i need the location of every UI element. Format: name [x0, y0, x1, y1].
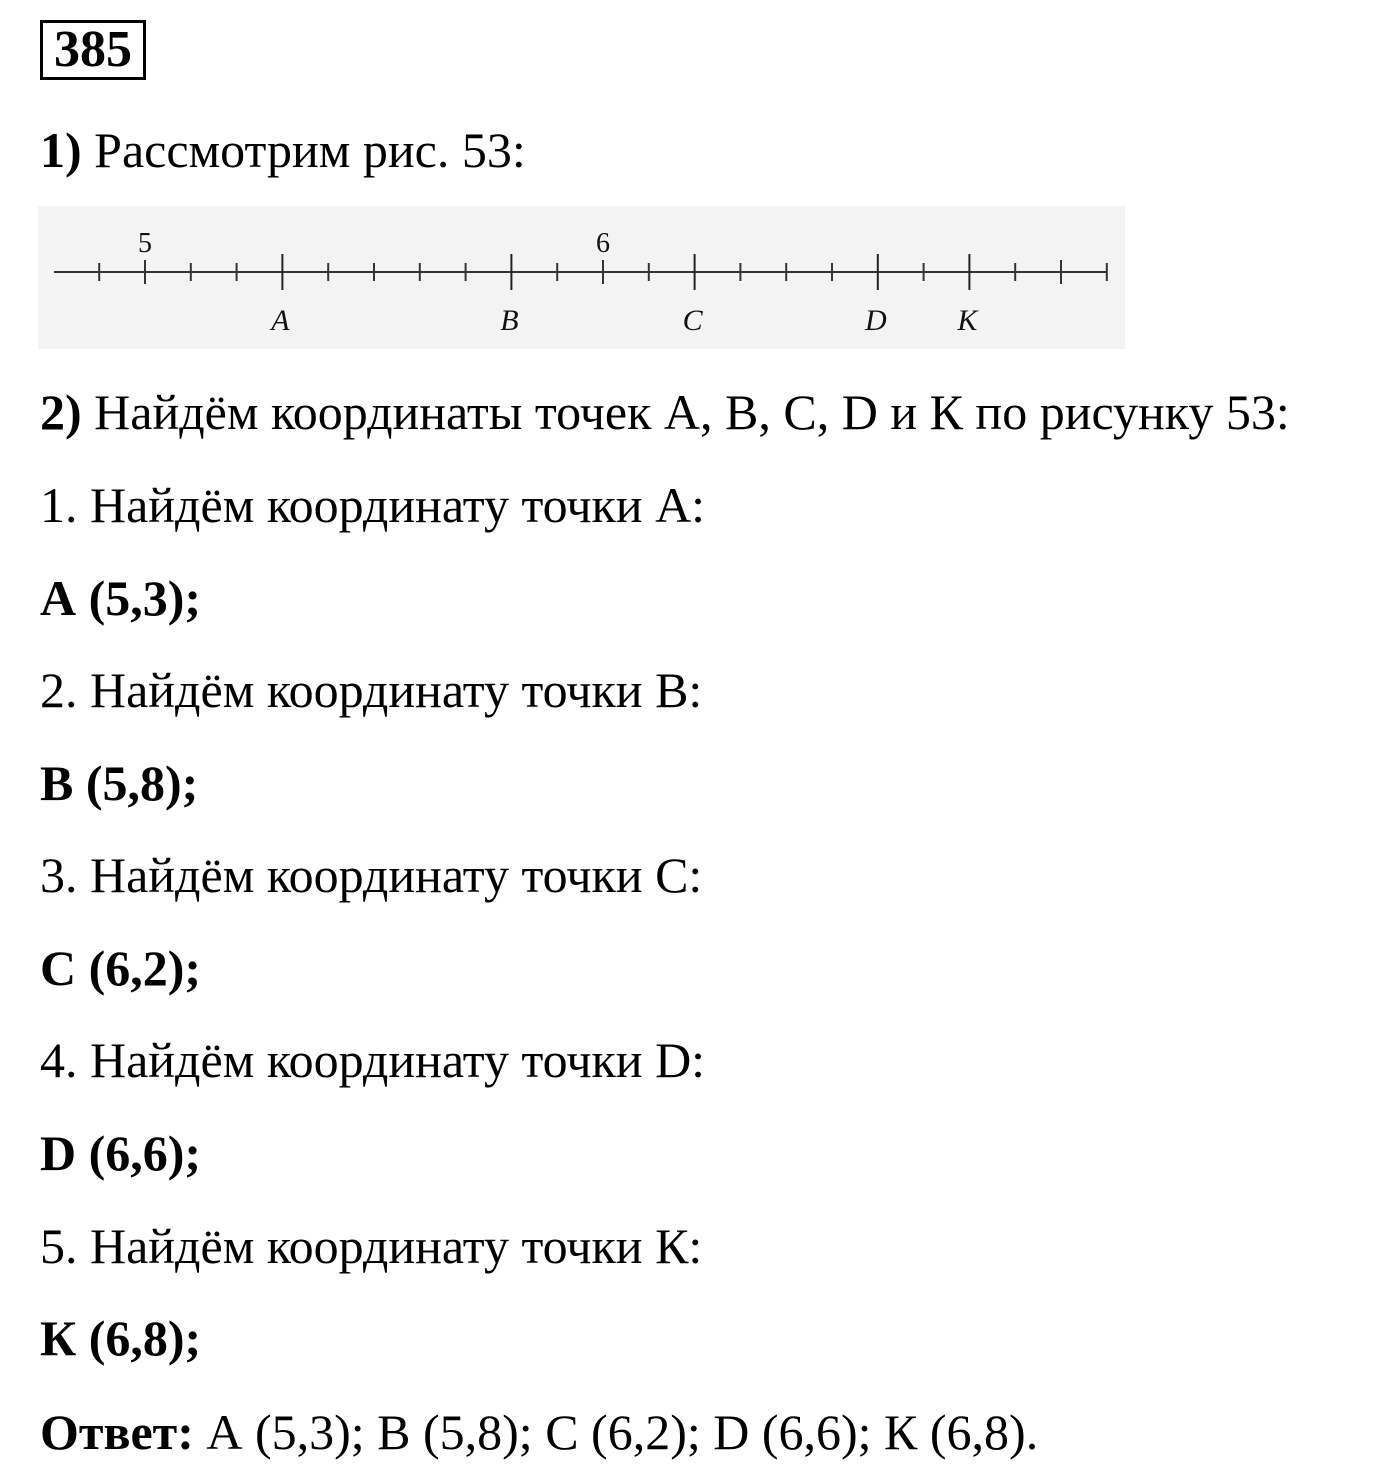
point-c-label: C [682, 304, 703, 337]
answer-5: К (6,8); [40, 1310, 202, 1366]
final-answer-label: Ответ: [40, 1404, 194, 1460]
final-answer [40, 1402, 1038, 1462]
number-line-svg [38, 206, 1125, 349]
step-2-marker: 2) [40, 384, 82, 440]
question-2: 2. Найдём координату точки В: [40, 662, 703, 718]
point-d-label: D [864, 304, 887, 337]
question-3: 3. Найдём координату точки С: [40, 847, 703, 903]
answer-3: С (6,2); [40, 940, 202, 996]
step-2-text: Найдём координаты точек А, В, С, D и К по рисунку 53: [81, 384, 1290, 440]
number-line-tick-label: 5 [138, 228, 152, 259]
number-line-tick-label: 6 [596, 228, 610, 259]
answer-4: D (6,6); [40, 1125, 202, 1181]
number-line-figure [38, 206, 1125, 349]
step-1 [40, 120, 526, 180]
question-5: 5. Найдём координату точки К: [40, 1218, 703, 1274]
point-a-label: A [271, 304, 290, 337]
answer-2: В (5,8); [40, 755, 199, 811]
problem-number: 385 [40, 20, 146, 80]
final-answer-text: А (5,3); В (5,8); С (6,2); D (6,6); К (6,8). [193, 1404, 1039, 1460]
question-4: 4. Найдём координату точки D: [40, 1032, 706, 1088]
step-1-marker: 1) [40, 122, 82, 178]
point-b-label: B [500, 304, 519, 337]
step-2 [40, 382, 1290, 442]
point-k-label: K [957, 304, 978, 337]
answer-1: А (5,3); [40, 570, 202, 626]
step-1-text: Рассмотрим рис. 53: [81, 122, 526, 178]
question-1: 1. Найдём координату точки А: [40, 477, 706, 533]
